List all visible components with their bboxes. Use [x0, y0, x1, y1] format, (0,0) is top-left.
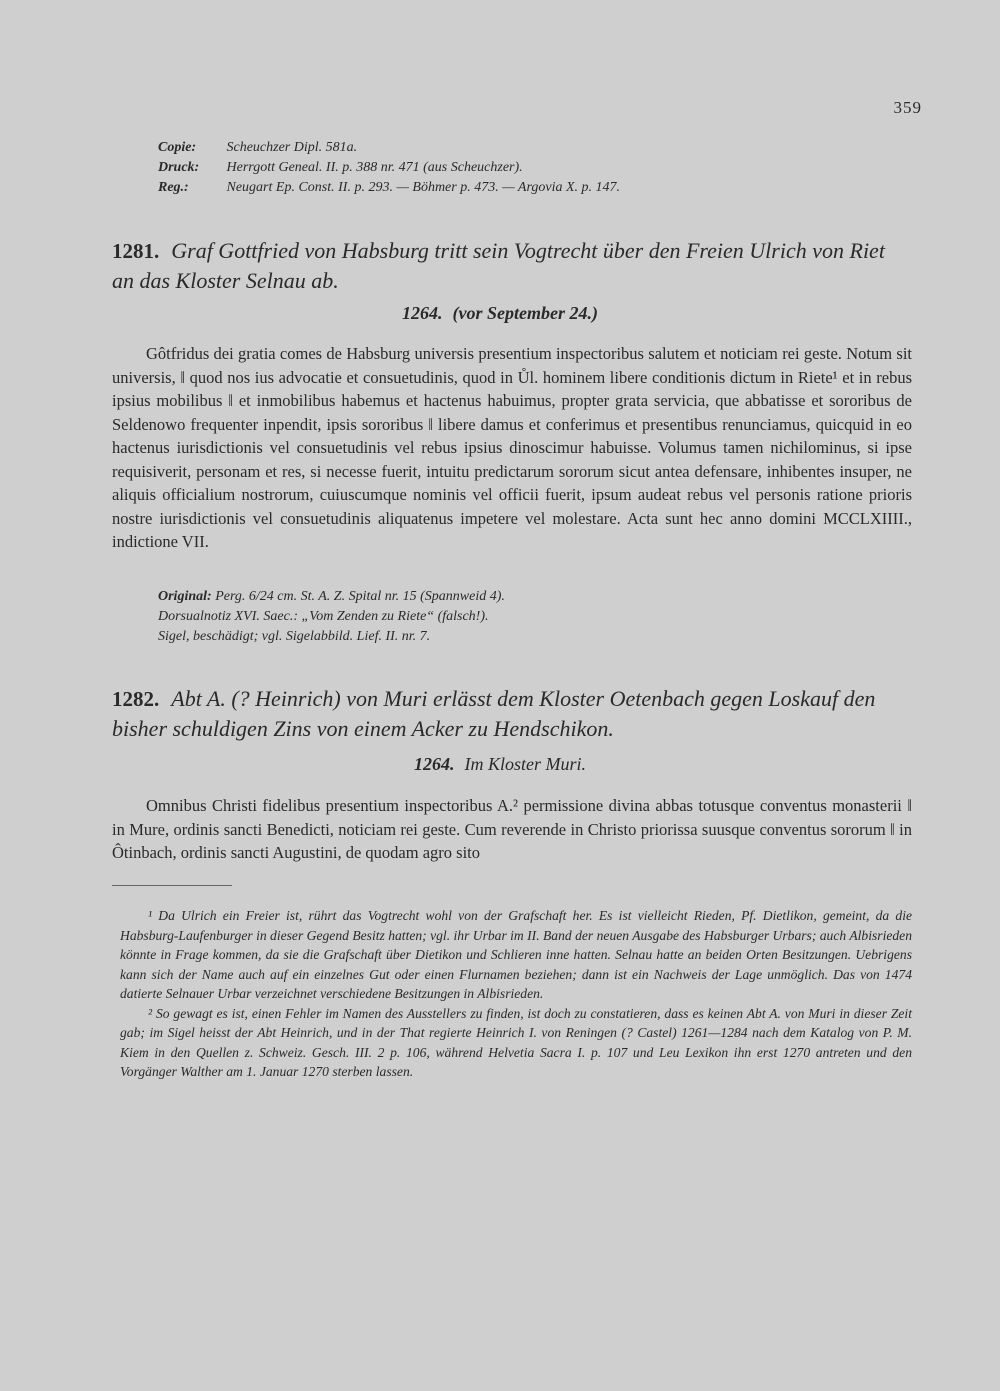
- document-paragraph: Omnibus Christi fidelibus presentium inspectoribus A.² permissione divina abbas totusque conventus monasterii ‖ in Mure, ordinis sancti Benedicti, noticiam rei geste. Cum reverende in Christo priorissa suusque conventus sororum ‖ in Ôtinbach, ordinis sancti Augustini, de quodam agro sito: [112, 796, 912, 862]
- note-key: Original:: [158, 589, 212, 604]
- document-text-1281: [112, 342, 912, 554]
- reference-key: Copie:: [158, 140, 197, 155]
- footnote-divider: [112, 885, 232, 886]
- reference-line: [158, 158, 620, 178]
- references-1280: [158, 138, 620, 198]
- reference-line: [158, 138, 620, 158]
- date-note: Im Kloster Muri.: [464, 754, 586, 774]
- note-value: Perg. 6/24 cm. St. A. Z. Spital nr. 15 (Spannweid 4).: [215, 589, 505, 604]
- reference-value: Scheuchzer Dipl. 581a.: [226, 140, 358, 155]
- document-date: 1264.: [402, 303, 443, 323]
- page-number: 359: [893, 98, 922, 117]
- reference-value: Neugart Ep. Const. II. p. 293. — Böhmer p. 473. — Argovia X. p. 147.: [226, 180, 621, 195]
- document-paragraph: Gôtfridus dei gratia comes de Habsburg universis presentium inspectoribus salutem et noticiam rei geste. Notum sit universis, ‖ quod nos ius advocatie et consuetudinis, quod in Ůl. hominem libere conditionis dictum in Riete¹ et in rebus ipsius mobilibus ‖ et inmobilibus habemus et hactenus habuimus, propter grata servicia, que abbatisse et sororibus de Seldenowo frequenter inpendit, ipsis sororibus ‖ libere damus et conferimus et presentibus renunciamus, quicquid in eo hactenus iurisdictionis vel consuetudinis vel rebus ipsius dinoscimur habuisse. Volumus tamen nichilominus, si ipse requisiverit, personam et res, si necesse fuerit, intuitu predictarum sororum sicut antea defensare, inhibentes insuper, ne aliquis officialium nostrorum, cuiuscumque nominis vel officii fuerit, ipsum audeat rebus vel personis ratione prioris nostre iurisdictionis vel consuetudinis aliquatenus impetere vel molestare. Acta sunt hec anno domini MCCLXIIII., indictione VII.: [112, 344, 912, 551]
- reference-key: Reg.:: [158, 180, 189, 195]
- footnote: ² So gewagt es ist, einen Fehler im Namen des Ausstellers zu finden, ist doch zu constatieren, dass es keinen Abt A. von Muri in dieser Zeit gab; im Sigel heisst der Abt Heinrich, und in der That regierte Heinrich I. von Reningen (? Castel) 1261—1284 nach dem Katalog von P. M. Kiem in den Quellen z. Schweiz. Gesch. III. 2 p. 106, während Helvetia Sacra I. p. 107 und Leu Lexikon ihn erst 1270 antreten und den Vorgänger Walther am 1. Januar 1270 sterben lassen.: [120, 1005, 912, 1079]
- reference-key: Druck:: [158, 160, 200, 175]
- document-date: 1264.: [414, 754, 455, 774]
- reference-value: Herrgott Geneal. II. p. 388 nr. 471 (aus Scheuchzer).: [226, 160, 523, 175]
- note-line: [158, 607, 505, 627]
- dateline-1282: [0, 754, 1000, 775]
- date-note: (vor September 24.): [452, 303, 598, 323]
- reference-line: [158, 178, 620, 198]
- document-heading-1282: [112, 684, 912, 743]
- dateline-1281: [0, 303, 1000, 324]
- note-line: [158, 627, 505, 647]
- archival-notes-1281: [158, 587, 505, 647]
- document-title: Graf Gottfried von Habsburg tritt sein Vogtrecht über den Freien Ulrich von Riet an das Kloster Selnau ab.: [112, 238, 885, 293]
- document-number: 1282.: [112, 687, 160, 711]
- document-title: Abt A. (? Heinrich) von Muri erlässt dem Kloster Oetenbach gegen Loskauf den bisher schuldigen Zins von einem Acker zu Hendschikon.: [112, 686, 876, 741]
- note-value: Dorsualnotiz XVI. Saec.: „Vom Zenden zu Riete“ (falsch!).: [158, 609, 489, 624]
- document-number: 1281.: [112, 239, 160, 263]
- footnotes: [120, 906, 912, 1082]
- document-heading-1281: [112, 236, 912, 295]
- footnote: ¹ Da Ulrich ein Freier ist, rührt das Vogtrecht wohl von der Grafschaft her. Es ist vielleicht Rieden, Pf. Dietlikon, gemeint, da die Habsburg-Laufenburger in dieser Gegend Besitz hatten; vgl. ihr Urbar im II. Band der neuen Ausgabe des Habsburger Urbars; auch Albisrieden könnte in Frage kommen, da sie die Grafschaft über Dietikon und Schlieren inne hatten. Selnau hatte an beiden Orten Besitzungen. Uebrigens kann sich der Name auch auf ein einzelnes Gut oder einen Flurnamen beziehen; dann ist ein Nachweis der Lage unmöglich. Das von 1474 datierte Selnauer Urbar verzeichnet verschiedene Besitzungen in Albisrieden.: [120, 908, 913, 1001]
- note-value: Sigel, beschädigt; vgl. Sigelabbild. Lief. II. nr. 7.: [158, 629, 431, 644]
- note-line: [158, 587, 505, 607]
- document-text-1282: [112, 794, 912, 865]
